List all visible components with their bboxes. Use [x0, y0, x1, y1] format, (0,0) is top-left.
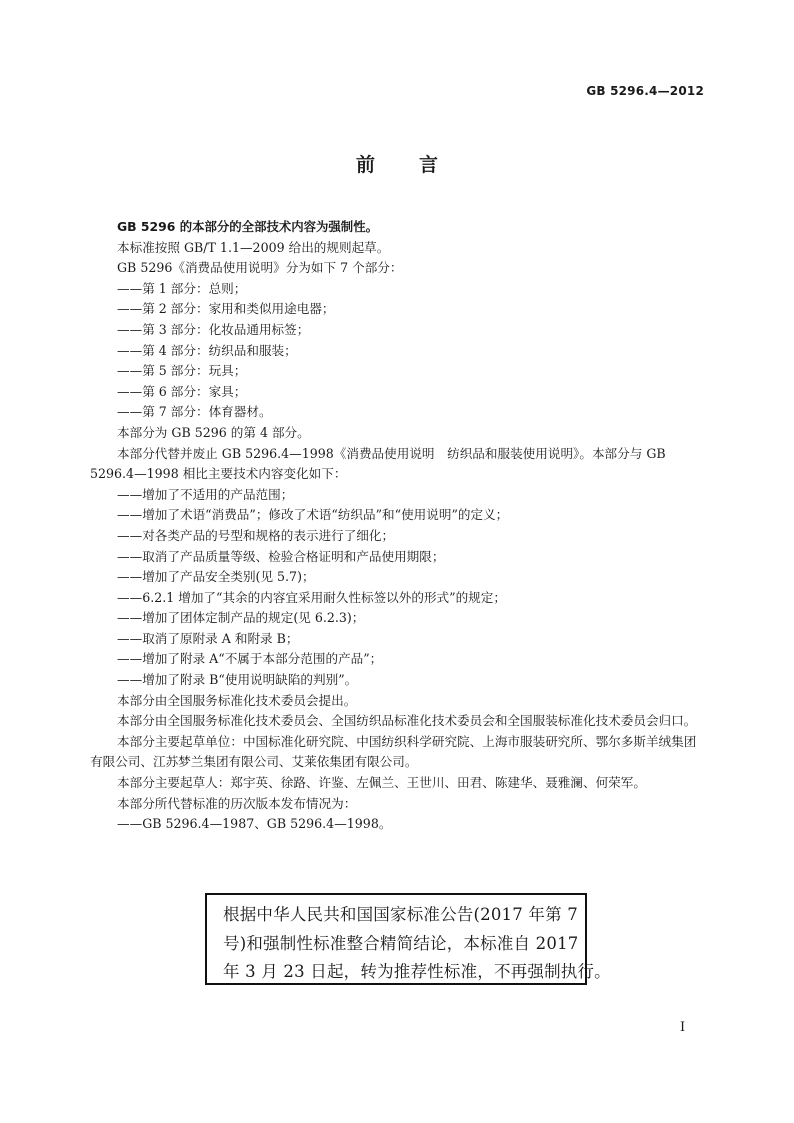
paragraph: 本部分由全国服务标准化技术委员会、全国纺织品标准化技术委员会和全国服装标准化技术委员会归口。 — [117, 713, 697, 729]
paragraph-mandatory-statement: GB 5296 的本部分的全部技术内容为强制性。 — [117, 219, 378, 234]
paragraph: 本部分为 GB 5296 的第 4 部分。 — [117, 424, 310, 440]
paragraph: 本部分代替并废止 GB 5296.4—1998《消费品使用说明 纺织品和服装使用说明》。本部分与 GB 5296.4—1998 相比主要技术内容变化如下： — [90, 445, 666, 482]
paragraph: 本标准按照 GB/T 1.1—2009 给出的规则起草。 — [117, 239, 390, 255]
list-item: ——第 6 部分：家具； — [117, 383, 247, 399]
standard-code: GB 5296.4—2012 — [586, 84, 704, 98]
paragraph: 本部分所代替标准的历次版本发布情况为： — [117, 795, 357, 811]
paragraph: 本部分由全国服务标准化技术委员会提出。 — [117, 692, 357, 708]
list-item: ——第 4 部分：纺织品和服装； — [117, 342, 297, 358]
list-item: ——增加了不适用的产品范围； — [117, 486, 294, 502]
list-item: ——增加了产品安全类别(见 5.7)； — [117, 569, 315, 585]
notice-line: 年 3 月 23 日起，转为推荐性标准，不再强制执行。 — [223, 962, 611, 981]
list-item: ——取消了原附录 A 和附录 B； — [117, 630, 299, 646]
list-item: ——增加了附录 B“使用说明缺陷的判别”。 — [117, 672, 358, 688]
list-item: ——增加了术语“消费品”；修改了术语“纺织品”和“使用说明”的定义； — [117, 507, 509, 523]
list-item: ——第 7 部分：体育器材。 — [117, 404, 272, 420]
list-item: ——第 1 部分：总则； — [117, 280, 247, 296]
list-item: ——取消了产品质量等级、检验合格证明和产品使用期限； — [117, 548, 445, 564]
notice-line: 号)和强制性标准整合精简结论，本标准自 2017 — [223, 933, 579, 953]
paragraph: 本部分主要起草单位：中国标准化研究院、中国纺织科学研究院、上海市服装研究所、鄂尔多斯羊绒集团有限公司、江苏梦兰集团有限公司、艾莱依集团有限公司。 — [90, 733, 697, 770]
foreword-body — [90, 217, 704, 835]
paragraph: GB 5296《消费品使用说明》分为如下 7 个部分： — [117, 260, 403, 276]
status-change-notice-box — [205, 893, 611, 985]
notice-line: 根据中华人民共和国国家标准公告(2017 年第 7 — [223, 905, 578, 924]
list-item: ——6.2.1 增加了“其余的内容宜采用耐久性标签以外的形式”的规定； — [117, 589, 506, 605]
page-title: 前言 — [355, 154, 482, 176]
page-number: I — [680, 1020, 686, 1035]
paragraph: 本部分主要起草人：郑宇英、徐路、许鉴、左佩兰、王世川、田君、陈建华、聂雅澜、何荣军。 — [117, 775, 646, 791]
list-item: ——对各类产品的号型和规格的表示进行了细化； — [117, 527, 395, 543]
list-item: ——增加了附录 A“不属于本部分范围的产品”； — [117, 651, 383, 667]
list-item: ——第 5 部分：玩具； — [117, 363, 247, 379]
list-item: ——GB 5296.4—1987、GB 5296.4—1998。 — [117, 816, 392, 832]
list-item: ——增加了团体定制产品的规定(见 6.2.3)； — [117, 610, 365, 626]
list-item: ——第 2 部分：家用和类似用途电器； — [117, 301, 335, 317]
list-item: ——第 3 部分：化妆品通用标签； — [117, 321, 310, 337]
